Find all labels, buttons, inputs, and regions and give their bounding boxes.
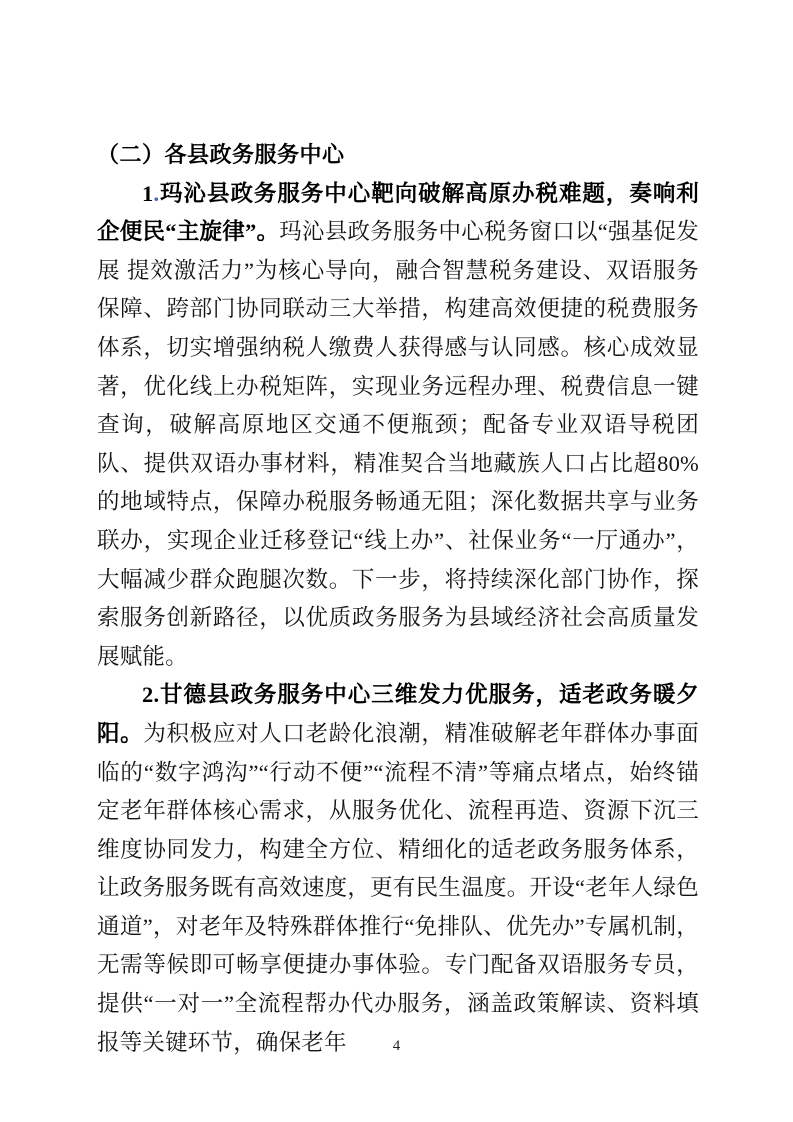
paragraph-1-body: 玛沁县政务服务中心税务窗口以“强基促发展 提效激活力”为核心导向，融合智慧税务建设、双语服务保障、跨部门协同联动三大举措，构建高效便捷的税费服务体系，切实增强纳税人缴费人获得感与认同感。核心成效显著，优化线上办税矩阵，实现业务远程办理、税费信息一键查询，破解高原地区交通不便瓶颈；配备专业双语导税团队、提供双语办事材料，精准契合当地藏族人口占比超80%的地域特点，保障办税服务畅通无阻；深化数据共享与业务联办，实现企业迁移登记“线上办”、社保业务“一厅通办”，大幅减少群众跑腿次数。下一步，将持续深化部门协作，探索服务创新路径，以优质政务服务为县域经济社会高质量发展赋能。 (97, 219, 699, 669)
paragraph-1-number: 1 (142, 180, 154, 206)
section-heading: （二）各县政务服务中心 (97, 142, 345, 167)
page-number: 4 (392, 1038, 401, 1054)
paragraph-1-lead: 玛沁县政务服务中心靶向破解高原办税难题，奏响利企便民“主旋律”。 (97, 180, 699, 245)
paragraph-2 (97, 676, 699, 1062)
paragraph-2-lead: 甘德县政务服务中心三维发力优服务，适老政务暖夕阳。 (97, 682, 699, 746)
paragraph-2-number: 2 (142, 682, 154, 708)
paragraph-2-body: 为积极应对人口老龄化浪潮，精准破解老年群体办事面临的“数字鸿沟”“行动不便”“流程不清”等痛点堵点，始终锚定老年群体核心需求，从服务优化、流程再造、资源下沉三维度协同发力，构建全方位、精细化的适老政务服务体系，让政务服务既有高效速度，更有民生温度。开设“老年人绿色通道”，对老年及特殊群体推行“免排队、优先办”专属机制，无需等候即可畅享便捷办事体验。专门配备双语服务专员，提供“一对一”全流程帮办代办服务，涵盖政策解读、资料填报等关键环节，确保老年 (97, 720, 699, 1055)
paragraph-1 (97, 175, 699, 677)
paragraph-1-number-dot: . (153, 180, 160, 206)
paragraph-2-number-dot: . (153, 682, 160, 708)
